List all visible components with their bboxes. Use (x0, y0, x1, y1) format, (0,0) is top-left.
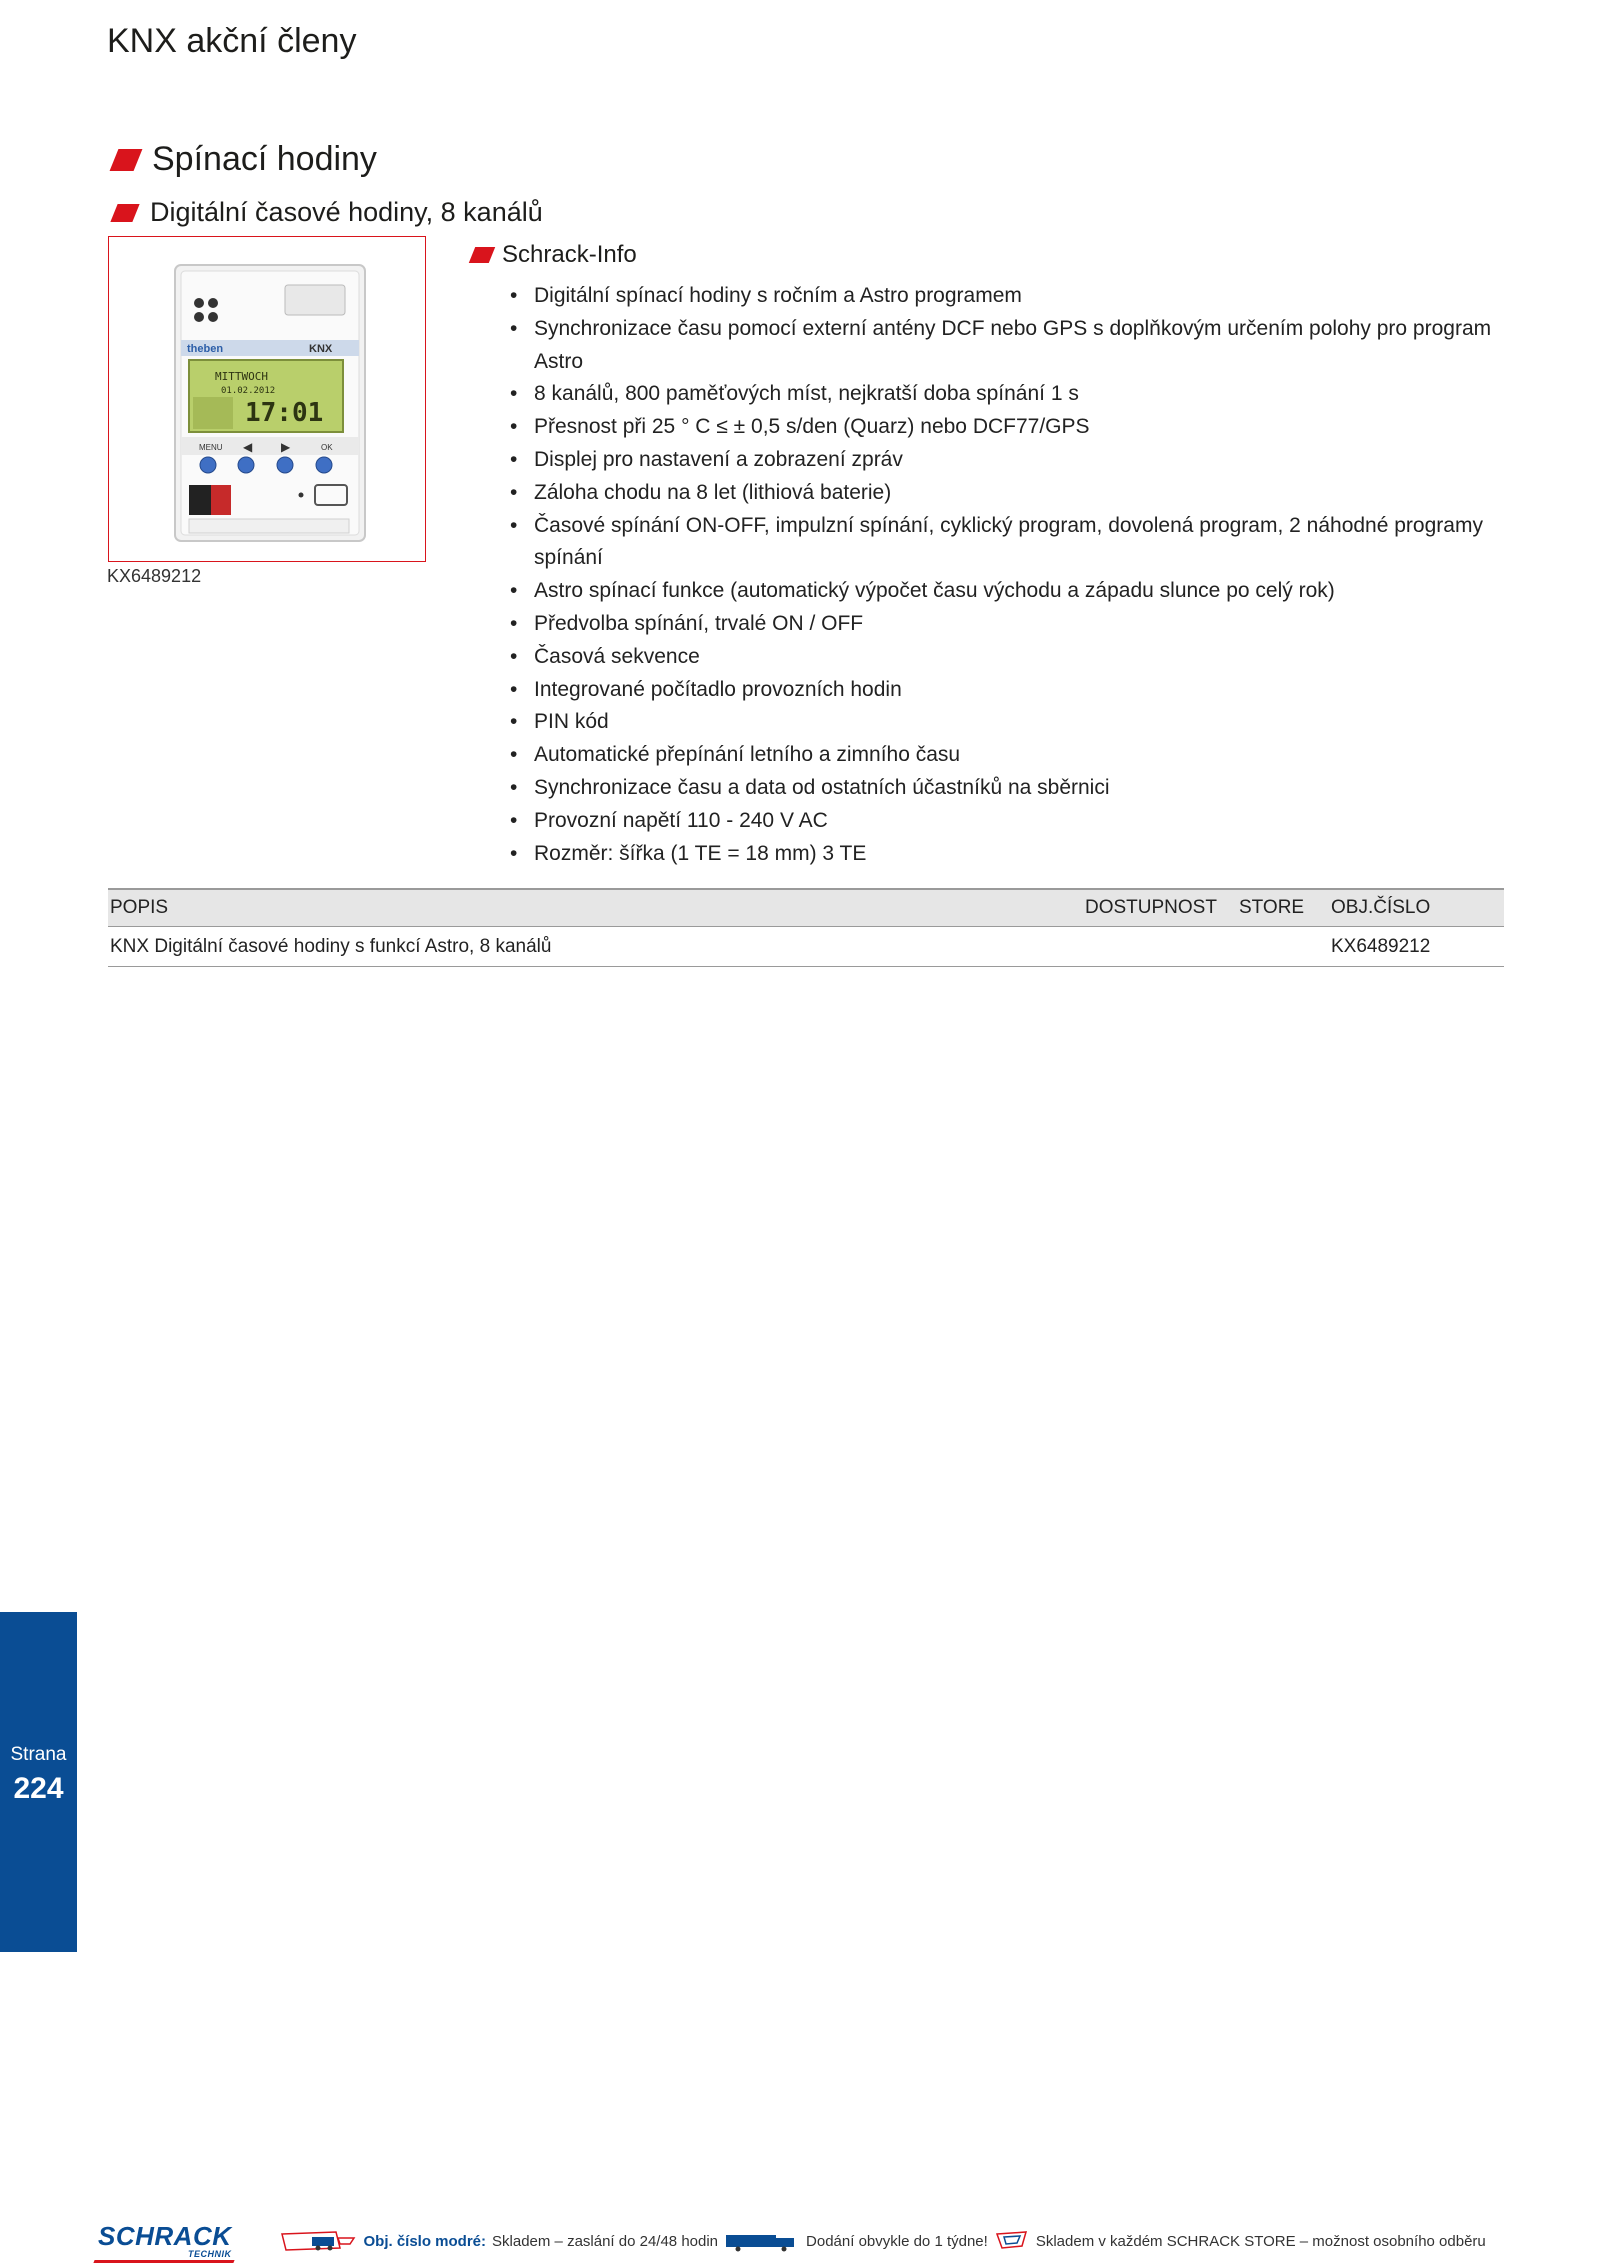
product-subtitle (108, 197, 543, 228)
list-item: • Přesnost při 25 ° C ≤ ± 0,5 s/den (Quarz) nebo DCF77/GPS (510, 415, 1090, 439)
display-day: MITTWOCH (215, 370, 268, 383)
product-subtitle-text: Digitální časové hodiny, 8 kanálů (150, 197, 543, 227)
page-side-tab (0, 1612, 77, 1952)
footer-blue-label: Obj. číslo modré: (363, 2232, 487, 2250)
list-item: • Časové spínání ON-OFF, impulzní spínání, cyklický program, dovolená program, 2 náhodné programy spínání (510, 513, 1483, 570)
list-item: • Záloha chodu na 8 let (lithiová baterie) (510, 480, 892, 504)
page-title: KNX akční členy (107, 22, 357, 60)
header-store: STORE (1239, 897, 1305, 918)
info-marker-icon (469, 247, 495, 263)
header-order-no: OBJ.ČÍSLO (1331, 897, 1431, 918)
product-sku: KX6489212 (107, 566, 202, 586)
info-heading-text: Schrack-Info (502, 241, 637, 268)
store-cart-icon (994, 2230, 1030, 2252)
header-availability: DOSTUPNOST (1085, 897, 1217, 918)
product-image-frame (108, 236, 426, 562)
list-item: • Automatické přepínání letního a zimního času (510, 743, 961, 767)
menu-button-label: MENU (199, 443, 223, 452)
delivery-truck-icon (724, 2230, 800, 2252)
list-item: • Astro spínací funkce (automatický výpočet času východu a západu slunce po celý rok) (510, 579, 1335, 603)
feature-list (510, 280, 1520, 870)
header-description: POPIS (110, 897, 169, 918)
subtitle-marker-icon (110, 204, 139, 222)
brand-text: theben (187, 343, 224, 355)
section-marker-icon (110, 149, 143, 171)
ok-button-label: OK (321, 443, 333, 452)
schrack-logo: SCHRACK TECHNIK (98, 2221, 232, 2259)
row-description: KNX Digitální časové hodiny s funkcí Astro, 8 kanálů (110, 936, 552, 957)
list-item: • Předvolba spínání, trvalé ON / OFF (510, 611, 864, 635)
footer-store-text: Skladem v každém SCHRACK STORE – možnost osobního odběru (1035, 2232, 1486, 2250)
list-item: • Displej pro nastavení a zobrazení zpráv (510, 447, 903, 471)
left-button-label: ◀ (243, 440, 253, 454)
table-row[interactable] (108, 927, 1504, 967)
list-item: • Časová sekvence (510, 644, 700, 668)
stock-truck-icon (278, 2230, 358, 2252)
list-item: • Synchronizace času a data od ostatních účastníků na sběrnici (510, 775, 1110, 799)
list-item: • Synchronizace času pomocí externí antény DCF nebo GPS s doplňkovým určením polohy pro program Astro (510, 316, 1492, 373)
info-heading (467, 241, 637, 269)
list-item: • Digitální spínací hodiny s ročním a Astro programem (510, 284, 1022, 307)
row-order-no[interactable]: KX6489212 (1331, 936, 1431, 957)
list-item: • Integrované počítadlo provozních hodin (510, 677, 902, 701)
list-item: • 8 kanálů, 800 paměťových míst, nejkratší doba spínání 1 s (510, 382, 1079, 406)
footer (98, 2221, 1486, 2259)
section-title-text: Spínací hodiny (152, 140, 377, 178)
list-item: • PIN kód (510, 710, 609, 734)
display-time: 17:01 (245, 398, 324, 428)
knx-text: KNX (309, 343, 333, 355)
list-item: • Rozměr: šířka (1 TE = 18 mm) 3 TE (510, 841, 867, 865)
right-button-label: ▶ (281, 440, 291, 454)
table-header (108, 888, 1504, 927)
footer-stock-text: Skladem – zaslání do 24/48 hodin (492, 2232, 719, 2250)
list-item: • Provozní napětí 110 - 240 V AC (510, 808, 828, 832)
section-title (108, 140, 377, 179)
footer-delivery-text: Dodání obvykle do 1 týdne! (806, 2232, 988, 2250)
side-tab-label: Strana (10, 1744, 67, 1765)
product-image (109, 237, 425, 560)
page-number: 224 (13, 1772, 64, 1805)
display-date: 01.02.2012 (221, 386, 276, 396)
product-table (108, 888, 1504, 967)
